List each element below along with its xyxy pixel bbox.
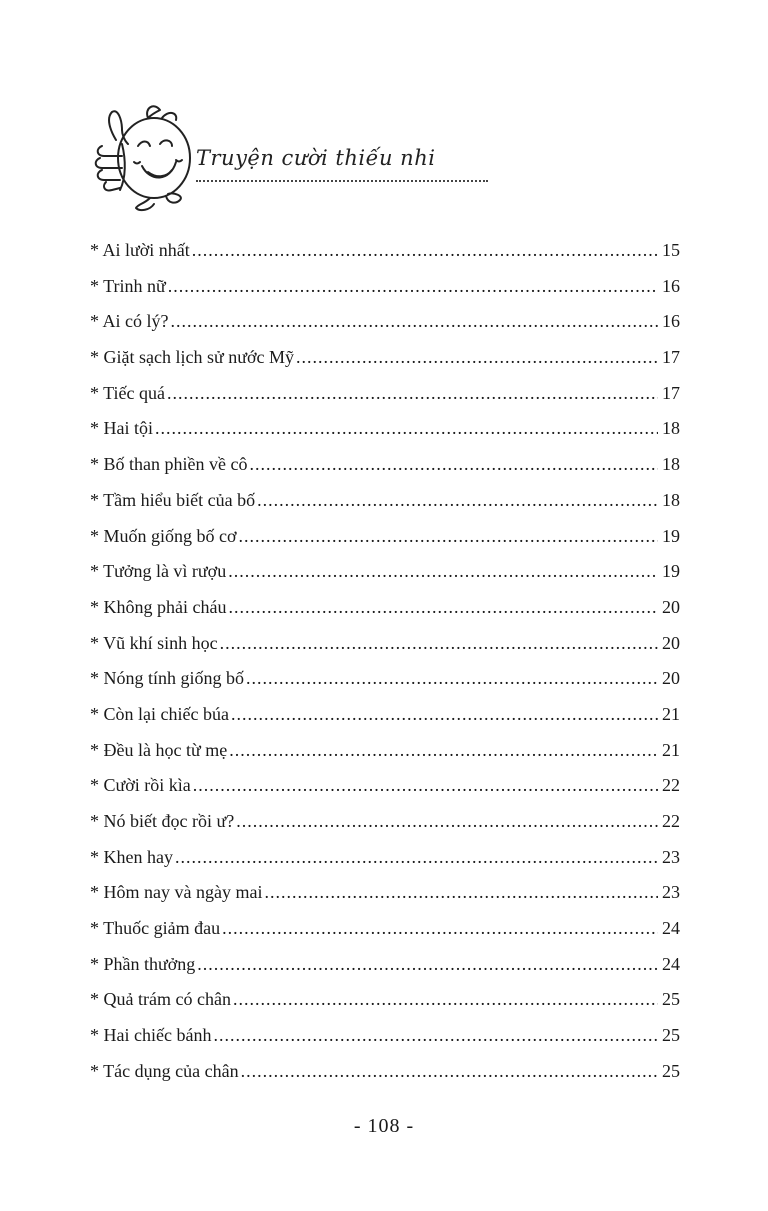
toc-entry-page: 23 (662, 882, 680, 903)
toc-dot-leader (175, 843, 658, 871)
toc-entry-title: * Hai tội (90, 418, 153, 439)
toc-entry-title: * Tác dụng của chân (90, 1060, 239, 1081)
toc-entry (90, 522, 680, 558)
toc-entry-title: * Khen hay (90, 846, 173, 867)
toc-dot-leader (192, 236, 658, 264)
toc-entry (90, 950, 680, 986)
toc-entry-page: 20 (662, 596, 680, 617)
toc-entry (90, 414, 680, 450)
toc-entry-title: * Bố than phiền về cô (90, 454, 248, 475)
table-of-contents (90, 236, 680, 1093)
toc-entry (90, 736, 680, 772)
toc-entry (90, 272, 680, 308)
toc-dot-leader (228, 557, 658, 585)
toc-entry-page: 18 (662, 489, 680, 510)
toc-entry (90, 486, 680, 522)
toc-entry (90, 307, 680, 343)
toc-entry-page: 24 (662, 953, 680, 974)
toc-dot-leader (296, 343, 658, 371)
toc-entry-page: 16 (662, 311, 680, 332)
toc-dot-leader (236, 807, 658, 835)
toc-entry (90, 878, 680, 914)
toc-dot-leader (222, 914, 658, 942)
toc-entry-title: * Nó biết đọc rồi ư? (90, 811, 235, 831)
toc-entry-title: * Cười rồi kìa (90, 775, 191, 796)
toc-entry (90, 379, 680, 415)
toc-dot-leader (171, 307, 659, 335)
toc-entry-page: 19 (662, 525, 680, 546)
toc-dot-leader (155, 414, 658, 442)
toc-entry (90, 807, 680, 843)
toc-entry-title: * Giặt sạch lịch sử nước Mỹ (90, 347, 294, 368)
toc-entry-title: * Nóng tính giống bố (90, 668, 245, 689)
toc-dot-leader (231, 700, 658, 728)
toc-entry-title: * Quả trám có chân (90, 989, 231, 1010)
toc-entry-page: 25 (662, 1025, 680, 1046)
toc-entry-page: 17 (662, 382, 680, 403)
toc-entry (90, 1057, 680, 1093)
toc-dot-leader (257, 486, 658, 514)
toc-entry-page: 22 (662, 811, 680, 831)
toc-entry-title: * Tiếc quá (90, 382, 166, 403)
toc-dot-leader (229, 736, 658, 764)
toc-entry-page: 16 (662, 275, 680, 296)
page-number: - 108 - (353, 1115, 415, 1137)
toc-entry-page: 21 (662, 703, 680, 724)
toc-entry (90, 914, 680, 950)
toc-entry-title: * Phần thưởng (90, 953, 196, 974)
toc-dot-leader (168, 272, 658, 300)
toc-entry-title: * Tưởng là vì rượu (90, 561, 227, 582)
toc-entry-page: 20 (662, 668, 680, 689)
toc-entry (90, 700, 680, 736)
toc-entry-page: 25 (662, 1060, 680, 1081)
smiling-face-thumbs-up-icon (88, 100, 208, 220)
toc-entry (90, 450, 680, 486)
running-header (88, 100, 436, 220)
toc-entry (90, 593, 680, 629)
toc-entry-page: 22 (662, 775, 680, 796)
toc-entry-page: 23 (662, 846, 680, 867)
toc-entry (90, 629, 680, 665)
toc-entry-page: 18 (662, 418, 680, 439)
toc-entry-title: * Trinh nữ (90, 275, 166, 296)
toc-entry-title: * Hôm nay và ngày mai (90, 882, 263, 903)
toc-entry (90, 771, 680, 807)
toc-entry-page: 20 (662, 632, 680, 653)
toc-entry-title: * Ai có lý? (90, 311, 169, 332)
toc-entry-title: * Đều là học từ mẹ (90, 739, 228, 760)
toc-entry-page: 25 (662, 989, 680, 1010)
toc-dot-leader (239, 522, 658, 550)
toc-entry-page: 17 (662, 347, 680, 368)
toc-entry (90, 843, 680, 879)
toc-dot-leader (249, 450, 658, 478)
toc-entry-title: * Tầm hiểu biết của bố (90, 489, 256, 510)
toc-dot-leader (167, 379, 658, 407)
toc-entry-title: * Ai lười nhất (90, 240, 190, 260)
toc-entry-page: 18 (662, 454, 680, 475)
toc-entry-title: * Thuốc giảm đau (90, 918, 221, 939)
toc-entry-page: 15 (662, 240, 680, 260)
toc-entry-page: 21 (662, 739, 680, 760)
toc-dot-leader (233, 985, 658, 1013)
toc-dot-leader (241, 1057, 658, 1085)
toc-entry-title: * Muốn giống bố cơ (90, 525, 237, 546)
toc-dot-leader (220, 629, 658, 657)
toc-entry (90, 985, 680, 1021)
toc-dot-leader (197, 950, 658, 978)
toc-entry (90, 557, 680, 593)
toc-entry-page: 19 (662, 561, 680, 582)
toc-entry-title: * Hai chiếc bánh (90, 1025, 212, 1046)
toc-entry-page: 24 (662, 918, 680, 939)
toc-entry (90, 343, 680, 379)
toc-dot-leader (264, 878, 658, 906)
toc-dot-leader (193, 771, 658, 799)
header-dotted-rule (196, 180, 488, 182)
toc-entry-title: * Vũ khí sinh học (90, 632, 218, 653)
toc-dot-leader (228, 593, 658, 621)
toc-entry (90, 1021, 680, 1057)
toc-entry-title: * Còn lại chiếc búa (90, 703, 229, 724)
toc-entry (90, 236, 680, 272)
toc-entry (90, 664, 680, 700)
toc-dot-leader (213, 1021, 658, 1049)
header-title: Truyện cười thiếu nhi (196, 146, 436, 170)
toc-entry-title: * Không phải cháu (90, 596, 227, 617)
toc-dot-leader (246, 664, 658, 692)
